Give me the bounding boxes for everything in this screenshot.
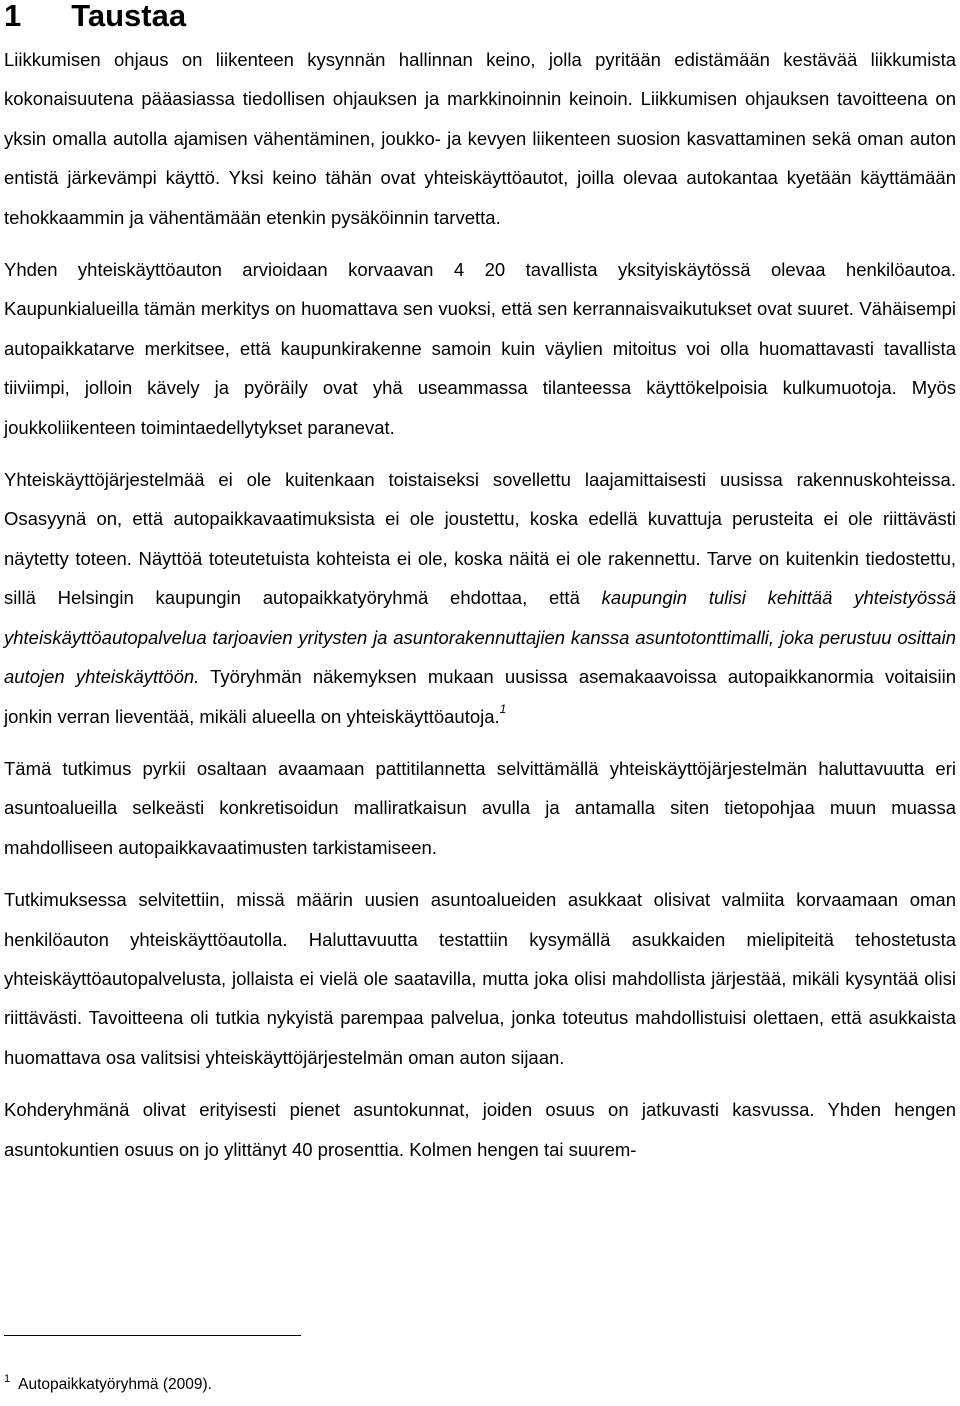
footnote-reference: 1 bbox=[499, 701, 507, 716]
paragraph bbox=[4, 40, 956, 237]
paragraph-text: Liikkumisen ohjaus on liikenteen kysynnän hallinnan keino, jolla pyritään edistämään kestävää liikkumista kokonaisuutena pääasiassa tiedollisen ohjauksen ja markkinoinnin keinoin. Liikkumisen ohjauksen tavoitteena on yksin omalla autolla ajamisen vähentäminen, joukko- ja kevyen liikenteen suosion kasvattaminen sekä oman auton entistä järkevämpi käyttö. Yksi keino tähän ovat yhteiskäyttöautot, joilla olevaa autokantaa kyetään käyttämään tehokkaammin ja vähentämään etenkin pysäköinnin tarvetta. bbox=[4, 49, 956, 228]
footnote-text: Autopaikkatyöryhmä (2009). bbox=[18, 1376, 212, 1393]
paragraph bbox=[4, 250, 956, 447]
paragraph-text: Tutkimuksessa selvitettiin, missä määrin uusien asuntoalueiden asukkaat olisivat valmiita korvaamaan oman henkilöauton yhteiskäyttöautolla. Haluttavuutta testattiin kysymällä asukkaiden mielipiteitä tehostetusta yhteiskäyttöautopalvelusta, jollaista ei vielä ole saatavilla, mutta joka olisi mahdollista järjestää, mikäli kysyntää olisi riittävästi. Tavoitteena oli tutkia nykyistä parempaa palvelua, jonka toteutus mahdollistuisi olettaen, että asukkaista huomattava osa valitsisi yhteiskäyttöjärjestelmän oman auton sijaan. bbox=[4, 889, 956, 1068]
paragraph bbox=[4, 749, 956, 867]
paragraph bbox=[4, 1090, 956, 1169]
paragraph bbox=[4, 880, 956, 1077]
section-number: 1 bbox=[4, 0, 22, 33]
paragraph-text: Yhteiskäyttöjärjestelmää ei ole kuitenkaan toistaiseksi sovellettu laajamittaisesti uusissa rakennuskohteissa. Osasyynä on, että autopaikkavaatimuksista ei ole joustettu, koska edellä kuvattuja perusteita ei ole riittävästi näytetty toteen. Näyttöä toteutetuista kohteista ei ole, koska näitä ei ole rakennettu. Tarve on kuitenkin tiedostettu, sillä Helsingin kaupungin autopaikkatyöryhmä ehdottaa, että bbox=[4, 469, 956, 609]
paragraph-text: Tämä tutkimus pyrkii osaltaan avaamaan pattitilannetta selvittämällä yhteiskäyttöjärjestelmän haluttavuutta eri asuntoalueilla selkeästi konkretisoidun malliratkaisun avulla ja antamalla siten tietopohjaa muun muassa mahdolliseen autopaikkavaatimusten tarkistamiseen. bbox=[4, 757, 956, 858]
quoted-text: kaupungin tulisi kehittää yhteistyössä yhteiskäyttöautopalvelua tarjoavien yritysten ja asuntorakennuttajien kanssa asuntotonttimalli, joka perustuu osittain autojen yhteiskäyttöön. bbox=[4, 587, 956, 688]
section-title: Taustaa bbox=[71, 0, 187, 33]
footnote-separator bbox=[4, 1335, 301, 1336]
paragraph-text: Yhden yhteiskäyttöauton arvioidaan korvaavan 4 20 tavallista yksityiskäytössä olevaa henkilöautoa. Kaupunkialueilla tämän merkitys on huomattava sen vuoksi, että sen kerrannaisvaikutukset ovat suuret. Vähäisempi autopaikkatarve merkitsee, että kaupunkirakenne samoin kuin väylien mitoitus voi olla huomattavasti tavallista tiiviimpi, jolloin kävely ja pyöräily ovat yhä useammassa tilanteessa käyttökelpoisia kulkumuotoja. Myös joukkoliikenteen toimintaedellytykset paranevat. bbox=[4, 259, 956, 438]
footnote-marker: 1 bbox=[4, 1373, 11, 1385]
body-text bbox=[4, 40, 956, 1182]
section-heading bbox=[4, 0, 186, 34]
footnote bbox=[4, 1375, 212, 1395]
paragraph-text: Kohderyhmänä olivat erityisesti pienet asuntokunnat, joiden osuus on jatkuvasti kasvussa. Yhden hengen asuntokuntien osuus on jo ylittänyt 40 prosenttia. Kolmen hengen tai suurem- bbox=[4, 1099, 956, 1160]
paragraph-text: Työryhmän näkemyksen mukaan uusissa asemakaavoissa autopaikkanormia voitaisiin jonkin verran lieventää, mikäli alueella on yhteiskäyttöautoja. bbox=[4, 666, 956, 727]
paragraph bbox=[4, 460, 956, 736]
